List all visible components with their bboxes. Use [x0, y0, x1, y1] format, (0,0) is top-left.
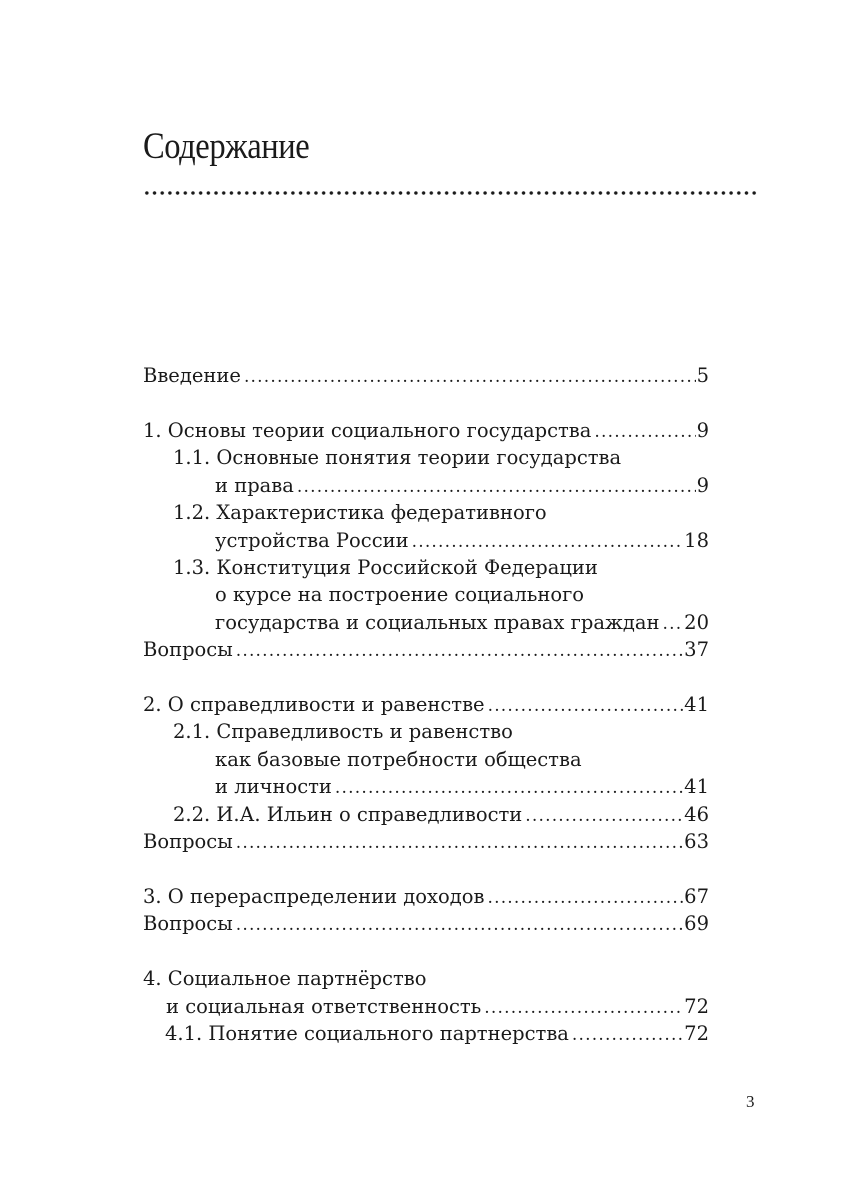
leader-dots	[594, 419, 695, 446]
toc-page-number: 20	[684, 610, 709, 634]
toc-page-number: 41	[684, 693, 709, 717]
toc-entry-text: 1.1. Основные понятия теории государства	[173, 446, 622, 470]
toc-page-number: 9	[696, 418, 709, 442]
toc-entry-text: 3. О перераспределении доходов	[143, 885, 485, 909]
toc-entry-text: 2.2. И.А. Ильин о справедливости	[173, 802, 523, 826]
toc-entry-text: 1.3. Конституция Российской Федерации	[173, 555, 598, 579]
leader-dots	[335, 775, 683, 802]
leader-dots	[572, 1022, 683, 1049]
toc-entry-chapter-3[interactable]	[143, 883, 709, 910]
leader-dots	[236, 912, 683, 939]
toc-entry-1-1-line-2[interactable]	[143, 472, 709, 499]
toc-page-number: 63	[684, 830, 709, 854]
toc-page-number: 37	[684, 638, 709, 662]
toc-entry-text: и личности	[215, 775, 332, 799]
toc-entry-1-3-line-1[interactable]	[143, 554, 709, 581]
toc-entry-intro[interactable]	[143, 362, 709, 389]
toc-entry-text: о курсе на построение социального	[215, 583, 585, 607]
toc-entry-4-1[interactable]	[143, 1020, 709, 1047]
toc-entry-text: и социальная ответственность	[166, 994, 482, 1018]
toc-entry-text: Введение	[143, 364, 241, 387]
leader-dots	[244, 364, 696, 391]
toc-page-number: 9	[696, 473, 709, 497]
leader-dots	[236, 830, 683, 857]
toc-entry-1-2-line-2[interactable]	[143, 527, 709, 554]
leader-dots	[484, 995, 683, 1022]
toc-entry-2-1-line-1[interactable]	[143, 718, 709, 745]
toc-page-number: 72	[684, 994, 709, 1018]
toc-entry-text: устройства России	[215, 528, 409, 552]
leader-dots	[525, 803, 683, 830]
section-gap	[143, 664, 709, 692]
toc-entry-text: 4.1. Понятие социального партнерства	[165, 1022, 569, 1046]
toc-entry-2-2[interactable]	[143, 801, 709, 828]
leader-dots	[487, 885, 683, 912]
toc-entry-1-3-line-3[interactable]	[143, 609, 709, 636]
toc-entry-questions-3[interactable]	[143, 910, 709, 937]
toc-page-number: 67	[684, 885, 709, 909]
toc-entry-text: 2. О справедливости и равенстве	[143, 693, 485, 717]
toc-page-number: 41	[684, 775, 709, 799]
toc-entry-chapter-4-line-2[interactable]	[143, 993, 709, 1020]
toc-entry-text: 1.2. Характеристика федеративного	[173, 501, 547, 525]
table-of-contents	[143, 362, 709, 1048]
toc-entry-1-2-line-1[interactable]	[143, 499, 709, 526]
section-gap	[143, 938, 709, 966]
page-title: Содержание	[143, 126, 310, 167]
toc-entry-questions-1[interactable]	[143, 636, 709, 663]
toc-entry-text: Вопросы	[143, 830, 233, 854]
toc-entry-2-1-line-2[interactable]	[143, 746, 709, 773]
toc-page-number: 5	[696, 364, 709, 387]
toc-page-number: 46	[684, 802, 709, 826]
toc-entry-questions-2[interactable]	[143, 828, 709, 855]
toc-entry-text: как базовые потребности общества	[215, 747, 582, 771]
toc-entry-text: 2.1. Справедливость и равенство	[173, 720, 513, 744]
toc-entry-2-1-line-3[interactable]	[143, 773, 709, 800]
page-number: 3	[746, 1092, 755, 1111]
toc-entry-text: и права	[215, 473, 294, 497]
toc-entry-chapter-4-line-1[interactable]	[143, 965, 709, 992]
leader-dots	[412, 529, 684, 556]
toc-page-number: 69	[684, 912, 709, 936]
dotted-rule	[143, 190, 758, 196]
toc-entry-text: Вопросы	[143, 912, 233, 936]
toc-entry-text: государства и социальных правах граждан	[215, 610, 660, 634]
toc-entry-1-3-line-2[interactable]	[143, 581, 709, 608]
leader-dots	[297, 474, 696, 501]
leader-dots	[488, 693, 684, 720]
toc-entry-text: Вопросы	[143, 638, 233, 662]
leader-dots	[236, 638, 683, 665]
section-gap	[143, 855, 709, 883]
toc-page-number: 72	[684, 1022, 709, 1046]
leader-dots	[663, 611, 684, 638]
section-gap	[143, 389, 709, 417]
toc-entry-chapter-1[interactable]	[143, 417, 709, 444]
toc-entry-chapter-2[interactable]	[143, 691, 709, 718]
toc-entry-text: 4. Социальное партнёрство	[143, 967, 427, 991]
toc-entry-text: 1. Основы теории социального государства	[143, 418, 592, 442]
toc-entry-1-1-line-1[interactable]	[143, 444, 709, 471]
toc-page-number: 18	[684, 528, 709, 552]
